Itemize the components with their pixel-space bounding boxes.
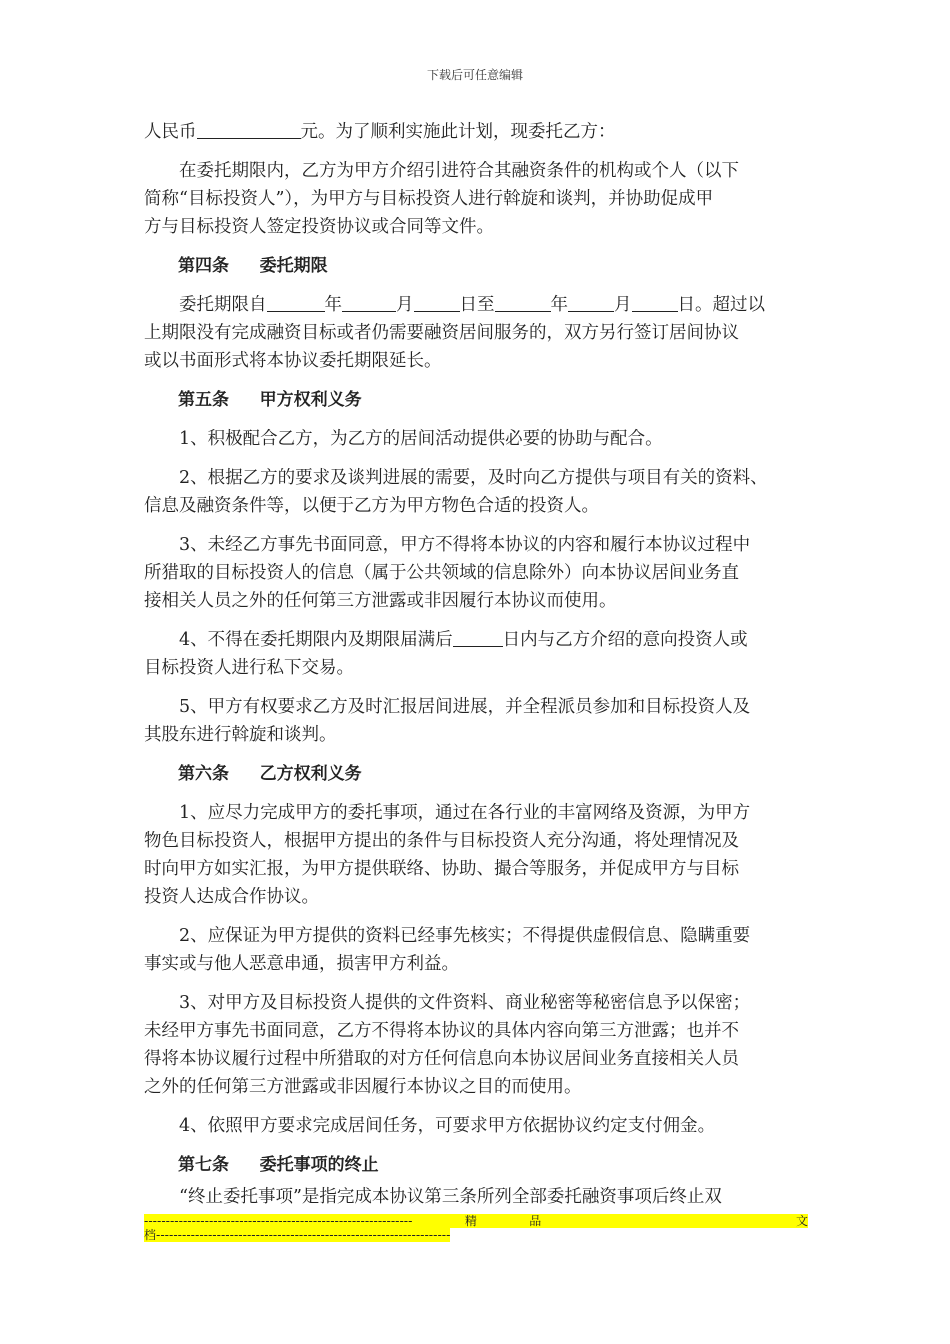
clause-6-4: 4、依照甲方要求完成居间任务，可要求甲方依据协议约定支付佣金。 — [179, 1116, 716, 1136]
text-segment: 日至 — [459, 295, 495, 315]
article-title: 甲方权利义务 — [259, 390, 362, 410]
page-header-note: 下载后可任意编辑 — [426, 68, 523, 82]
clause-5-2-line-2: 信息及融资条件等，以便于乙方为甲方物色合适的投资人。 — [144, 496, 599, 516]
clause-6-3-line-2: 未经甲方事先书面同意，乙方不得将本协议的具体内容向第三方泄露；也并不 — [144, 1021, 739, 1041]
clause-6-3-line-4: 之外的任何第三方泄露或非因履行本协议之目的而使用。 — [144, 1077, 582, 1097]
text-segment: 委托期限自 — [179, 295, 267, 315]
text-segment: 年 — [550, 295, 568, 315]
clause-6-1-line-4: 投资人达成合作协议。 — [144, 887, 319, 907]
article-4-heading — [144, 252, 808, 280]
footer-line-1 — [144, 1214, 808, 1228]
clause-5-5-line-2: 其股东进行斡旋和谈判。 — [144, 725, 337, 745]
text-segment: 年 — [324, 295, 342, 315]
clause-6-2-line-1: 2、应保证为甲方提供的资料已经事先核实；不得提供虚假信息、隐瞒重要 — [179, 926, 751, 946]
clause-6-2-line-2: 事实或与他人恶意串通，损害甲方利益。 — [144, 954, 459, 974]
clause-5-1: 1、积极配合乙方，为乙方的居间活动提供必要的协助与配合。 — [179, 429, 663, 449]
footer-char: 精 — [464, 1214, 477, 1228]
clause-6-3-line-1: 3、对甲方及目标投资人提供的文件资料、商业秘密等秘密信息予以保密； — [179, 993, 751, 1013]
paragraph-term-line-1 — [144, 291, 808, 319]
text-segment: 人民币 — [144, 122, 197, 142]
article-number: 第四条 — [178, 256, 229, 276]
paragraph-entrust-line-1: 在委托期限内，乙方为甲方介绍引进符合其融资条件的机构或个人（以下 — [179, 161, 739, 181]
date-blank — [632, 294, 678, 313]
footer-line-2 — [144, 1228, 808, 1242]
article-title: 委托事项的终止 — [259, 1155, 379, 1175]
article-title: 乙方权利义务 — [259, 764, 362, 784]
clause-5-4-line-2: 目标投资人进行私下交易。 — [144, 658, 354, 678]
clause-5-3-line-1: 3、未经乙方事先书面同意，甲方不得将本协议的内容和履行本协议过程中 — [179, 535, 751, 555]
article-number: 第七条 — [178, 1155, 229, 1175]
amount-blank — [197, 121, 301, 140]
clause-5-5-line-1: 5、甲方有权要求乙方及时汇报居间进展，并全程派员参加和目标投资人及 — [179, 697, 751, 717]
footer-spacer — [594, 1214, 744, 1228]
date-blank — [414, 294, 460, 313]
clause-5-3-line-2: 所猎取的目标投资人的信息（属于公共领域的信息除外）向本协议居间业务直 — [144, 563, 739, 583]
paragraph-term-line-2: 上期限没有完成融资目标或者仍需要融资居间服务的，双方另行签订居间协议 — [144, 323, 739, 343]
footer-dashes: -------------------------------------------------------------- — [144, 1214, 413, 1228]
clause-6-1-line-3: 时向甲方如实汇报，为甲方提供联络、协助、撮合等服务，并促成甲方与目标 — [144, 859, 739, 879]
text-segment: 日内与乙方介绍的意向投资人或 — [502, 630, 748, 650]
footer-char: 文 — [795, 1214, 808, 1228]
days-blank — [453, 629, 503, 648]
paragraph-term-line-3: 或以书面形式将本协议委托期限延长。 — [144, 351, 442, 371]
article-5-heading — [144, 386, 808, 414]
clause-5-2-line-1: 2、根据乙方的要求及谈判进展的需要，及时向乙方提供与项目有关的资料、 — [179, 468, 768, 488]
date-blank — [495, 294, 551, 313]
article-6-heading — [144, 760, 808, 788]
date-blank — [342, 294, 396, 313]
paragraph-entrust-line-3: 方与目标投资人签定投资协议或合同等文件。 — [144, 217, 494, 237]
text-segment: 元。为了顺利实施此计划，现委托乙方： — [300, 122, 616, 142]
footer-text — [144, 1228, 450, 1242]
page-footer — [144, 1214, 808, 1242]
article-7-heading — [144, 1151, 808, 1179]
article-title: 委托期限 — [259, 256, 328, 276]
article-number: 第六条 — [178, 764, 229, 784]
clause-6-1-line-2: 物色目标投资人，根据甲方提出的条件与目标投资人充分沟通，将处理情况及 — [144, 831, 739, 851]
text-segment: 月 — [396, 295, 414, 315]
date-blank — [267, 294, 325, 313]
footer-dashes: -------------------------------------------------------------------- — [156, 1228, 451, 1242]
text-segment: 日。超过以 — [677, 295, 765, 315]
clause-6-3-line-3: 得将本协议履行过程中所猎取的对方任何信息向本协议居间业务直接相关人员 — [144, 1049, 739, 1069]
clause-5-4-line-1 — [144, 626, 808, 654]
text-segment: 月 — [614, 295, 632, 315]
date-blank — [568, 294, 614, 313]
article-number: 第五条 — [178, 390, 229, 410]
paragraph-entrust-line-2: 简称“目标投资人”），为甲方与目标投资人进行斡旋和谈判，并协助促成甲 — [144, 189, 714, 209]
clause-6-1-line-1: 1、应尽力完成甲方的委托事项，通过在各行业的丰富网络及资源，为甲方 — [179, 803, 751, 823]
footer-char: 档 — [144, 1228, 157, 1242]
footer-char: 品 — [529, 1214, 542, 1228]
clause-7-1: “终止委托事项”是指完成本协议第三条所列全部委托融资事项后终止双 — [179, 1187, 722, 1207]
paragraph-rmb-line — [144, 118, 808, 146]
text-segment: 4、不得在委托期限内及期限届满后 — [179, 630, 453, 650]
clause-5-3-line-3: 接相关人员之外的任何第三方泄露或非因履行本协议而使用。 — [144, 591, 617, 611]
